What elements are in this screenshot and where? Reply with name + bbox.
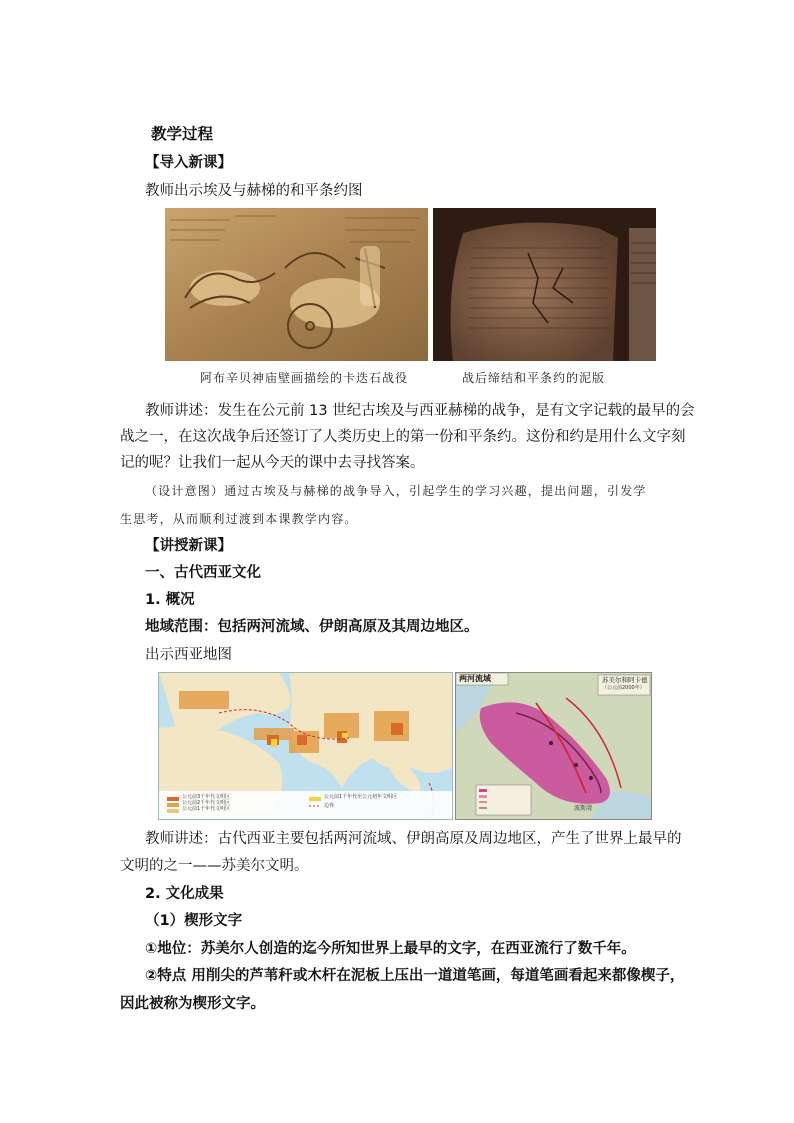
sub1-title: 1. 概况 xyxy=(145,592,195,608)
part1-title: 一、古代西亚文化 xyxy=(145,565,261,581)
mesopotamia-map xyxy=(455,672,652,820)
feature-line2: 因此被称为楔形文字。 xyxy=(120,996,265,1012)
sumer-akkad-date: （公元前2000年） xyxy=(602,685,645,691)
kadesh-battle-relief-image xyxy=(165,208,428,361)
feature-line1: ②特点 用削尖的芦苇秆或木杆在泥板上压出一道道笔画，每道笔画看起来都像楔子， xyxy=(145,968,685,984)
legend-item-3: 公元前1千年代文明区 xyxy=(182,806,231,812)
region-line: 地域范围：包括两河流域、伊朗高原及其周边地区。 xyxy=(145,619,479,635)
sumer-akkad-label: 苏美尔和阿卡德 xyxy=(602,676,648,684)
new-lesson-section-title: 【讲授新课】 xyxy=(145,538,232,554)
status-line: ①地位：苏美尔人创造的迄今所知世界上最早的文字，在西亚流行了数千年。 xyxy=(145,941,636,957)
design-intent-line2: 生思考，从而顺利过渡到本课教学内容。 xyxy=(120,512,358,526)
ancient-civilizations-map xyxy=(158,672,453,820)
persian-gulf-label: 波斯湾 xyxy=(574,805,593,812)
intro-section-title: 【导入新课】 xyxy=(145,155,232,171)
show-map-line: 出示西亚地图 xyxy=(145,647,232,663)
legend-item-1: 公元前3千年代文明区 xyxy=(182,794,231,800)
narration2-line2: 文明的之一——苏美尔文明。 xyxy=(120,858,309,874)
legend-item-2: 公元前2千年代文明区 xyxy=(182,800,231,806)
narration1-line3: 记的呢？让我们一起从今天的课中去寻找答案。 xyxy=(120,455,425,471)
narration1-line1: 教师讲述：发生在公元前 13 世纪古埃及与西亚赫梯的战争，是有文字记载的最早的会 xyxy=(145,403,695,419)
cuneiform-title: （1）楔形文字 xyxy=(145,913,243,929)
narration2-line1: 教师讲述：古代西亚主要包括两河流域、伊朗高原及周边地区，产生了世界上最早的 xyxy=(145,831,682,847)
legend-item-5: 边界 xyxy=(324,803,335,809)
sub2-title: 2. 文化成果 xyxy=(145,886,224,902)
narration1-line2: 战之一，在这次战争后还签订了人类历史上的第一份和平条约。这份和约是用什么文字刻 xyxy=(120,429,686,445)
show-treaty-line: 教师出示埃及与赫梯的和平条约图 xyxy=(145,183,363,199)
mesopotamia-map-title: 两河流域 xyxy=(459,674,491,683)
peace-treaty-tablet-image xyxy=(433,208,656,361)
relief-caption: 阿布辛贝神庙壁画描绘的卡迭石战役 xyxy=(200,371,409,385)
tablet-caption: 战后缔结和平条约的泥版 xyxy=(462,371,606,385)
legend-item-4: 公元前1千年代至公元初年文明区 xyxy=(324,794,398,800)
page-heading: 教学过程 xyxy=(151,125,214,143)
design-intent-line1: （设计意图）通过古埃及与赫梯的战争导入，引起学生的学习兴趣，提出问题，引发学 xyxy=(145,484,647,498)
